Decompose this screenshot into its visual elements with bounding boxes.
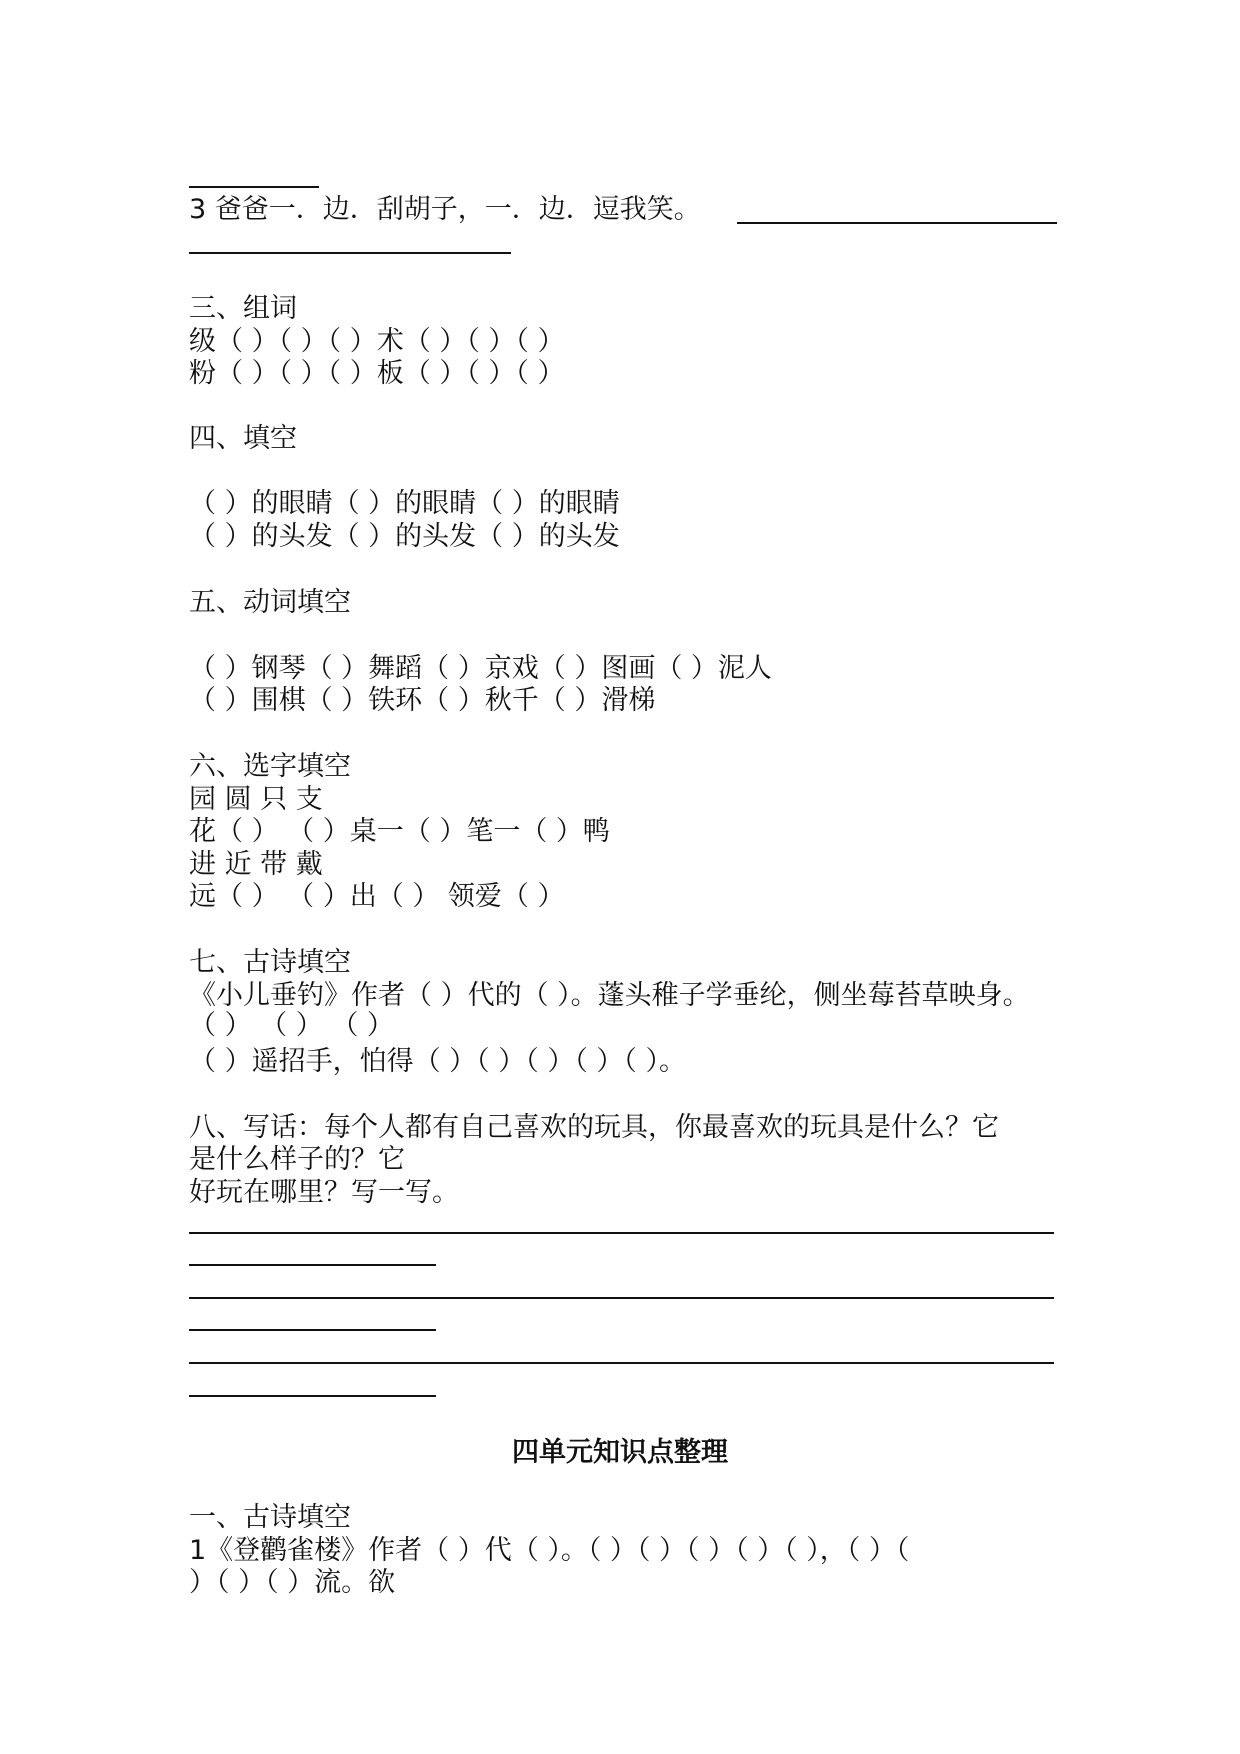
writing-line [189,1297,1054,1299]
section-3-heading: 三、组词 [189,293,297,324]
writing-line [189,1329,436,1331]
section-3-row-2: 粉（ ）（ ）（ ）板（ ）（ ）（ ） [189,358,565,389]
unit-4-row-1: 1《登鹳雀楼》作者（ ）代（ ）。（ ）（ ）（ ）（ ）（ ），（ ）（ [189,1535,910,1566]
section-7-heading: 七、古诗填空 [189,947,351,978]
section-7-row-1: 《小儿垂钓》作者（ ）代的（ ）。蓬头稚子学垂纶，侧坐莓苔草映身。 [189,980,1030,1011]
unit-4-title: 四单元知识点整理 [512,1437,728,1468]
section-5-row-1: （ ）钢琴（ ）舞蹈（ ）京戏（ ）图画（ ）泥人 [189,653,772,684]
section-4-row-1: （ ）的眼睛（ ）的眼睛（ ）的眼睛 [189,488,620,519]
answer-blank-line [189,186,319,188]
writing-line [189,1232,1054,1234]
sentence-line-3: 3 爸爸一．边．刮胡子，一．边．逗我笑。 [189,194,701,225]
section-4-row-2: （ ）的头发（ ）的头发（ ）的头发 [189,521,620,552]
section-3-row-1: 级（ ）（ ）（ ）术（ ）（ ）（ ） [189,326,565,357]
section-8-prompt-1: 八、写话：每个人都有自己喜欢的玩具，你最喜欢的玩具是什么？它 [189,1112,999,1143]
unit-4-heading: 一、古诗填空 [189,1502,351,1533]
section-6-choices-1: 园 圆 只 支 [189,784,323,815]
section-8-prompt-3: 好玩在哪里？写一写。 [189,1177,459,1208]
section-7-row-3: （ ）遥招手，怕得（ ）（ ）（ ）（ ）（ ）。 [189,1046,686,1077]
section-5-heading: 五、动词填空 [189,587,351,618]
section-6-row-2: 远（ ） （ ）出（ ） 领爱（ ） [189,881,565,912]
unit-4-row-2: ）（ ）（ ）流。欲 [189,1567,396,1598]
writing-line [189,1264,436,1266]
section-6-choices-2: 进 近 带 戴 [189,849,323,880]
section-8-prompt-2: 是什么样子的？它 [189,1144,405,1175]
section-7-row-2: （ ） （ ） （ ） [189,1010,394,1041]
section-6-row-1: 花（ ） （ ）桌一（ ）笔一（ ）鸭 [189,816,610,847]
writing-line [189,1395,436,1397]
section-4-heading: 四、填空 [189,423,297,454]
section-6-heading: 六、选字填空 [189,751,351,782]
section-5-row-2: （ ）围棋（ ）铁环（ ）秋千（ ）滑梯 [189,685,656,716]
answer-blank-line [737,222,1057,224]
answer-blank-line [189,252,511,254]
writing-line [189,1362,1054,1364]
